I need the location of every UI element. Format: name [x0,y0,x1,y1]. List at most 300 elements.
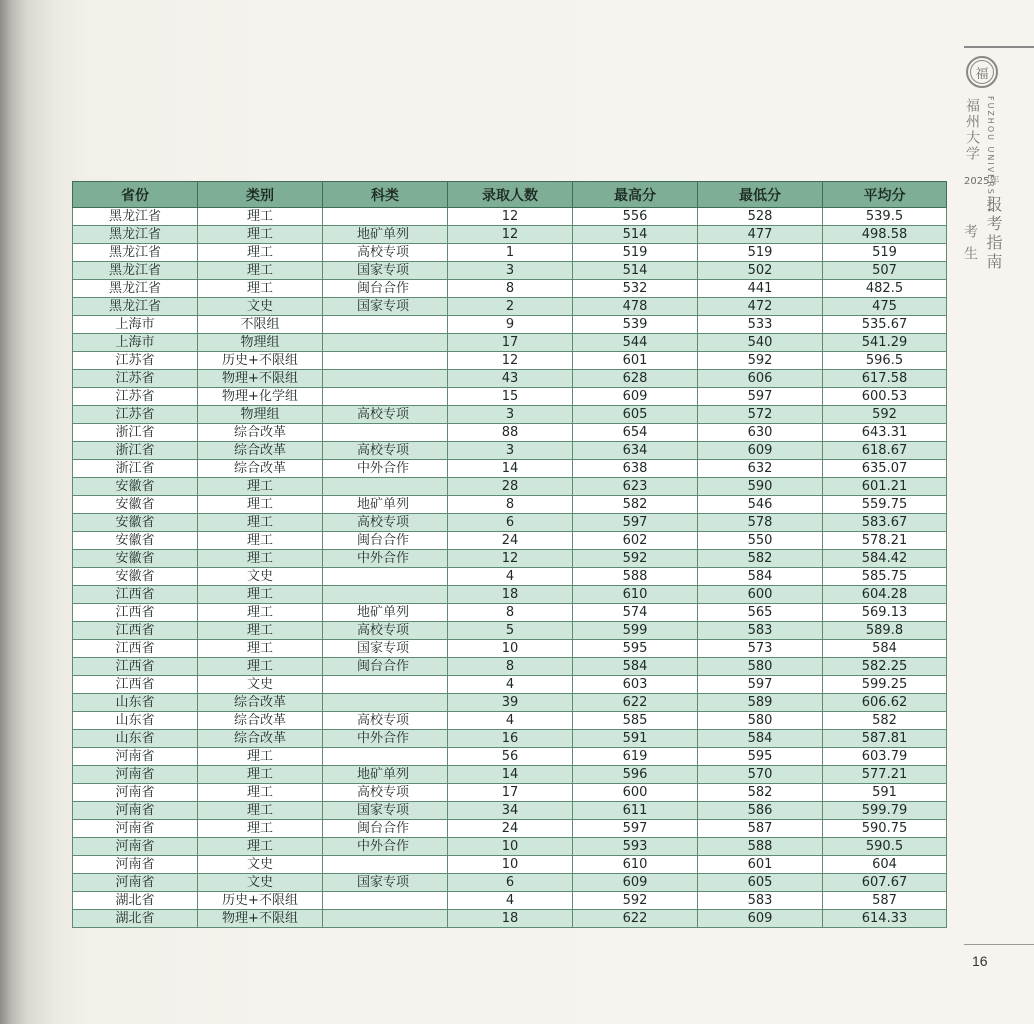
cell-max-score: 611 [573,802,698,820]
cell-max-score: 654 [573,424,698,442]
cell-province: 河南省 [73,820,198,838]
table-row [73,280,947,298]
cell-min-score: 580 [698,712,823,730]
table-row [73,532,947,550]
cell-max-score: 544 [573,334,698,352]
cell-avg-score: 635.07 [823,460,947,478]
cell-province: 河南省 [73,748,198,766]
cell-min-score: 572 [698,406,823,424]
cell-admitted-count: 14 [448,460,573,478]
cell-admitted-count: 12 [448,226,573,244]
page-number: 16 [972,953,988,969]
cell-min-score: 580 [698,658,823,676]
admission-score-table [72,181,947,928]
header-province: 省份 [73,182,198,208]
cell-min-score: 477 [698,226,823,244]
cell-category: 文史 [198,568,323,586]
cell-max-score: 622 [573,694,698,712]
cell-avg-score: 584.42 [823,550,947,568]
cell-province: 江西省 [73,676,198,694]
cell-avg-score: 589.8 [823,622,947,640]
cell-category: 历史+不限组 [198,352,323,370]
cell-province: 安徽省 [73,478,198,496]
cell-subject-type: 高校专项 [323,406,448,424]
cell-max-score: 514 [573,262,698,280]
cell-min-score: 584 [698,730,823,748]
cell-admitted-count: 24 [448,820,573,838]
table-row [73,316,947,334]
table-row [73,208,947,226]
cell-category: 理工 [198,244,323,262]
cell-subject-type: 闽台合作 [323,820,448,838]
cell-subject-type: 中外合作 [323,730,448,748]
cell-category: 综合改革 [198,442,323,460]
cell-admitted-count: 18 [448,910,573,928]
cell-max-score: 584 [573,658,698,676]
cell-subject-type [323,352,448,370]
cell-admitted-count: 43 [448,370,573,388]
cell-subject-type [323,370,448,388]
cell-subject-type [323,208,448,226]
cell-admitted-count: 4 [448,712,573,730]
header-min-score: 最低分 [698,182,823,208]
cell-avg-score: 559.75 [823,496,947,514]
cell-category: 物理组 [198,334,323,352]
cell-subject-type [323,676,448,694]
cell-min-score: 588 [698,838,823,856]
cell-province: 江苏省 [73,352,198,370]
cell-category: 理工 [198,766,323,784]
cell-province: 浙江省 [73,424,198,442]
table-header-row [73,182,947,208]
cell-province: 湖北省 [73,910,198,928]
cell-province: 江西省 [73,622,198,640]
cell-admitted-count: 12 [448,352,573,370]
cell-avg-score: 541.29 [823,334,947,352]
cell-admitted-count: 4 [448,676,573,694]
cell-category: 历史+不限组 [198,892,323,910]
table-row [73,496,947,514]
cell-subject-type: 国家专项 [323,262,448,280]
cell-category: 理工 [198,208,323,226]
cell-category: 理工 [198,622,323,640]
cell-max-score: 593 [573,838,698,856]
cell-max-score: 532 [573,280,698,298]
cell-province: 上海市 [73,334,198,352]
cell-avg-score: 535.67 [823,316,947,334]
cell-avg-score: 614.33 [823,910,947,928]
cell-max-score: 592 [573,892,698,910]
table-row [73,478,947,496]
guide-title: 报考指南 [984,196,1003,272]
cell-max-score: 556 [573,208,698,226]
cell-admitted-count: 8 [448,280,573,298]
cell-admitted-count: 12 [448,208,573,226]
cell-category: 理工 [198,604,323,622]
cell-admitted-count: 8 [448,604,573,622]
cell-avg-score: 604.28 [823,586,947,604]
table-row [73,370,947,388]
cell-admitted-count: 16 [448,730,573,748]
cell-subject-type: 中外合作 [323,550,448,568]
cell-avg-score: 606.62 [823,694,947,712]
cell-avg-score: 582.25 [823,658,947,676]
cell-category: 理工 [198,496,323,514]
cell-subject-type: 高校专项 [323,712,448,730]
cell-max-score: 595 [573,640,698,658]
cell-max-score: 600 [573,784,698,802]
cell-category: 综合改革 [198,694,323,712]
cell-min-score: 609 [698,442,823,460]
cell-avg-score: 539.5 [823,208,947,226]
cell-avg-score: 591 [823,784,947,802]
cell-province: 黑龙江省 [73,226,198,244]
cell-province: 安徽省 [73,532,198,550]
cell-province: 安徽省 [73,568,198,586]
cell-subject-type: 国家专项 [323,640,448,658]
cell-province: 山东省 [73,712,198,730]
cell-avg-score: 584 [823,640,947,658]
cell-max-score: 514 [573,226,698,244]
cell-province: 江苏省 [73,388,198,406]
cell-category: 文史 [198,874,323,892]
cell-subject-type [323,856,448,874]
cell-subject-type [323,910,448,928]
cell-avg-score: 592 [823,406,947,424]
cell-min-score: 586 [698,802,823,820]
cell-max-score: 591 [573,730,698,748]
cell-min-score: 472 [698,298,823,316]
cell-category: 理工 [198,820,323,838]
cell-subject-type [323,892,448,910]
cell-category: 理工 [198,748,323,766]
cell-min-score: 589 [698,694,823,712]
cell-max-score: 603 [573,676,698,694]
cell-province: 江西省 [73,658,198,676]
cell-min-score: 587 [698,820,823,838]
cell-min-score: 600 [698,586,823,604]
cell-avg-score: 507 [823,262,947,280]
cell-category: 理工 [198,532,323,550]
cell-category: 理工 [198,280,323,298]
cell-province: 山东省 [73,730,198,748]
cell-avg-score: 617.58 [823,370,947,388]
cell-max-score: 619 [573,748,698,766]
table-row [73,784,947,802]
table-row [73,712,947,730]
cell-subject-type [323,586,448,604]
cell-min-score: 533 [698,316,823,334]
cell-admitted-count: 8 [448,658,573,676]
cell-admitted-count: 17 [448,784,573,802]
cell-avg-score: 587.81 [823,730,947,748]
cell-admitted-count: 10 [448,640,573,658]
cell-province: 江西省 [73,640,198,658]
cell-subject-type [323,568,448,586]
cell-category: 理工 [198,838,323,856]
cell-min-score: 597 [698,388,823,406]
cell-admitted-count: 56 [448,748,573,766]
table-row [73,802,947,820]
cell-category: 综合改革 [198,460,323,478]
cell-min-score: 605 [698,874,823,892]
page-number-rule [964,944,1034,945]
cell-max-score: 596 [573,766,698,784]
table-row [73,226,947,244]
cell-max-score: 588 [573,568,698,586]
cell-subject-type [323,388,448,406]
cell-min-score: 578 [698,514,823,532]
table-row [73,586,947,604]
cell-category: 不限组 [198,316,323,334]
cell-avg-score: 585.75 [823,568,947,586]
cell-province: 黑龙江省 [73,280,198,298]
cell-min-score: 570 [698,766,823,784]
cell-max-score: 539 [573,316,698,334]
cell-min-score: 583 [698,892,823,910]
cell-subject-type: 国家专项 [323,802,448,820]
cell-province: 湖北省 [73,892,198,910]
cell-category: 理工 [198,262,323,280]
cell-province: 安徽省 [73,496,198,514]
cell-max-score: 623 [573,478,698,496]
cell-province: 河南省 [73,874,198,892]
cell-max-score: 519 [573,244,698,262]
cell-subject-type [323,748,448,766]
cell-min-score: 546 [698,496,823,514]
table-row [73,388,947,406]
cell-province: 江苏省 [73,370,198,388]
cell-category: 物理+不限组 [198,370,323,388]
table-row [73,442,947,460]
cell-category: 物理+不限组 [198,910,323,928]
cell-avg-score: 599.25 [823,676,947,694]
cell-admitted-count: 3 [448,262,573,280]
cell-max-score: 634 [573,442,698,460]
cell-admitted-count: 14 [448,766,573,784]
cell-min-score: 519 [698,244,823,262]
cell-province: 安徽省 [73,550,198,568]
cell-province: 黑龙江省 [73,262,198,280]
cell-min-score: 632 [698,460,823,478]
table-row [73,820,947,838]
cell-admitted-count: 88 [448,424,573,442]
cell-avg-score: 643.31 [823,424,947,442]
cell-subject-type: 中外合作 [323,838,448,856]
cell-category: 理工 [198,784,323,802]
cell-max-score: 605 [573,406,698,424]
cell-category: 理工 [198,226,323,244]
cell-min-score: 597 [698,676,823,694]
table-row [73,838,947,856]
logo-char: 福 [970,60,994,84]
table-row [73,406,947,424]
cell-province: 河南省 [73,784,198,802]
cell-max-score: 610 [573,586,698,604]
cell-avg-score: 519 [823,244,947,262]
cell-avg-score: 596.5 [823,352,947,370]
cell-avg-score: 498.58 [823,226,947,244]
cell-avg-score: 600.53 [823,388,947,406]
cell-subject-type: 地矿单列 [323,604,448,622]
university-logo [966,56,998,88]
cell-max-score: 601 [573,352,698,370]
cell-min-score: 573 [698,640,823,658]
cell-max-score: 609 [573,874,698,892]
header-category: 类别 [198,182,323,208]
cell-admitted-count: 3 [448,406,573,424]
cell-max-score: 574 [573,604,698,622]
cell-max-score: 622 [573,910,698,928]
table-row [73,460,947,478]
cell-min-score: 540 [698,334,823,352]
cell-admitted-count: 18 [448,586,573,604]
cell-province: 黑龙江省 [73,208,198,226]
cell-admitted-count: 2 [448,298,573,316]
table-row [73,550,947,568]
cell-admitted-count: 24 [448,532,573,550]
table-row [73,856,947,874]
cell-max-score: 628 [573,370,698,388]
table-row [73,514,947,532]
cell-max-score: 585 [573,712,698,730]
cell-min-score: 550 [698,532,823,550]
cell-subject-type: 地矿单列 [323,496,448,514]
cell-avg-score: 583.67 [823,514,947,532]
cell-subject-type [323,334,448,352]
cell-avg-score: 590.5 [823,838,947,856]
cell-min-score: 502 [698,262,823,280]
cell-avg-score: 578.21 [823,532,947,550]
cell-province: 山东省 [73,694,198,712]
cell-min-score: 590 [698,478,823,496]
cell-subject-type: 地矿单列 [323,226,448,244]
cell-subject-type: 闽台合作 [323,658,448,676]
cell-province: 黑龙江省 [73,244,198,262]
cell-avg-score: 601.21 [823,478,947,496]
cell-subject-type: 闽台合作 [323,532,448,550]
header-admitted-count: 录取人数 [448,182,573,208]
cell-admitted-count: 8 [448,496,573,514]
cell-province: 上海市 [73,316,198,334]
table-row [73,262,947,280]
table-row [73,352,947,370]
cell-avg-score: 482.5 [823,280,947,298]
cell-avg-score: 607.67 [823,874,947,892]
cell-avg-score: 577.21 [823,766,947,784]
cell-avg-score: 599.79 [823,802,947,820]
cell-province: 浙江省 [73,442,198,460]
cell-max-score: 597 [573,514,698,532]
header-subject-type: 科类 [323,182,448,208]
table-row [73,730,947,748]
cell-avg-score: 569.13 [823,604,947,622]
table-row [73,334,947,352]
cell-admitted-count: 34 [448,802,573,820]
cell-max-score: 599 [573,622,698,640]
cell-category: 理工 [198,478,323,496]
cell-min-score: 528 [698,208,823,226]
cell-subject-type: 地矿单列 [323,766,448,784]
cell-min-score: 606 [698,370,823,388]
table-row [73,604,947,622]
table-row [73,244,947,262]
cell-province: 黑龙江省 [73,298,198,316]
cell-admitted-count: 4 [448,568,573,586]
cell-category: 综合改革 [198,712,323,730]
cell-min-score: 582 [698,784,823,802]
table-row [73,658,947,676]
cell-admitted-count: 4 [448,892,573,910]
cell-min-score: 592 [698,352,823,370]
cell-subject-type: 高校专项 [323,514,448,532]
cell-province: 浙江省 [73,460,198,478]
cell-admitted-count: 3 [448,442,573,460]
guide-subtitle: 考生 [962,224,978,268]
cell-category: 理工 [198,514,323,532]
cell-min-score: 595 [698,748,823,766]
cell-subject-type: 高校专项 [323,244,448,262]
cell-province: 江西省 [73,604,198,622]
cell-category: 综合改革 [198,730,323,748]
cell-subject-type: 中外合作 [323,460,448,478]
cell-admitted-count: 5 [448,622,573,640]
cell-province: 江西省 [73,586,198,604]
cell-category: 文史 [198,676,323,694]
header-max-score: 最高分 [573,182,698,208]
cell-category: 文史 [198,298,323,316]
cell-max-score: 602 [573,532,698,550]
cell-subject-type: 国家专项 [323,298,448,316]
table-row [73,676,947,694]
cell-max-score: 478 [573,298,698,316]
cell-category: 文史 [198,856,323,874]
cell-admitted-count: 10 [448,856,573,874]
cell-max-score: 597 [573,820,698,838]
cell-avg-score: 582 [823,712,947,730]
cell-admitted-count: 12 [448,550,573,568]
cell-admitted-count: 9 [448,316,573,334]
cell-min-score: 441 [698,280,823,298]
table-row [73,568,947,586]
cell-category: 理工 [198,550,323,568]
cell-avg-score: 475 [823,298,947,316]
cell-max-score: 609 [573,388,698,406]
cell-min-score: 582 [698,550,823,568]
cell-category: 物理组 [198,406,323,424]
cell-admitted-count: 39 [448,694,573,712]
table-row [73,910,947,928]
cell-subject-type [323,424,448,442]
cell-avg-score: 604 [823,856,947,874]
cell-category: 理工 [198,586,323,604]
cell-subject-type [323,316,448,334]
table-row [73,748,947,766]
cell-subject-type: 高校专项 [323,442,448,460]
cell-subject-type: 高校专项 [323,784,448,802]
cell-min-score: 565 [698,604,823,622]
table-row [73,298,947,316]
cell-subject-type: 闽台合作 [323,280,448,298]
cell-category: 理工 [198,802,323,820]
cell-admitted-count: 15 [448,388,573,406]
cell-avg-score: 587 [823,892,947,910]
sidebar-top-rule [964,46,1034,48]
university-name-cn: 福州大学 [964,98,980,162]
table-row [73,622,947,640]
cell-category: 理工 [198,658,323,676]
header-avg-score: 平均分 [823,182,947,208]
